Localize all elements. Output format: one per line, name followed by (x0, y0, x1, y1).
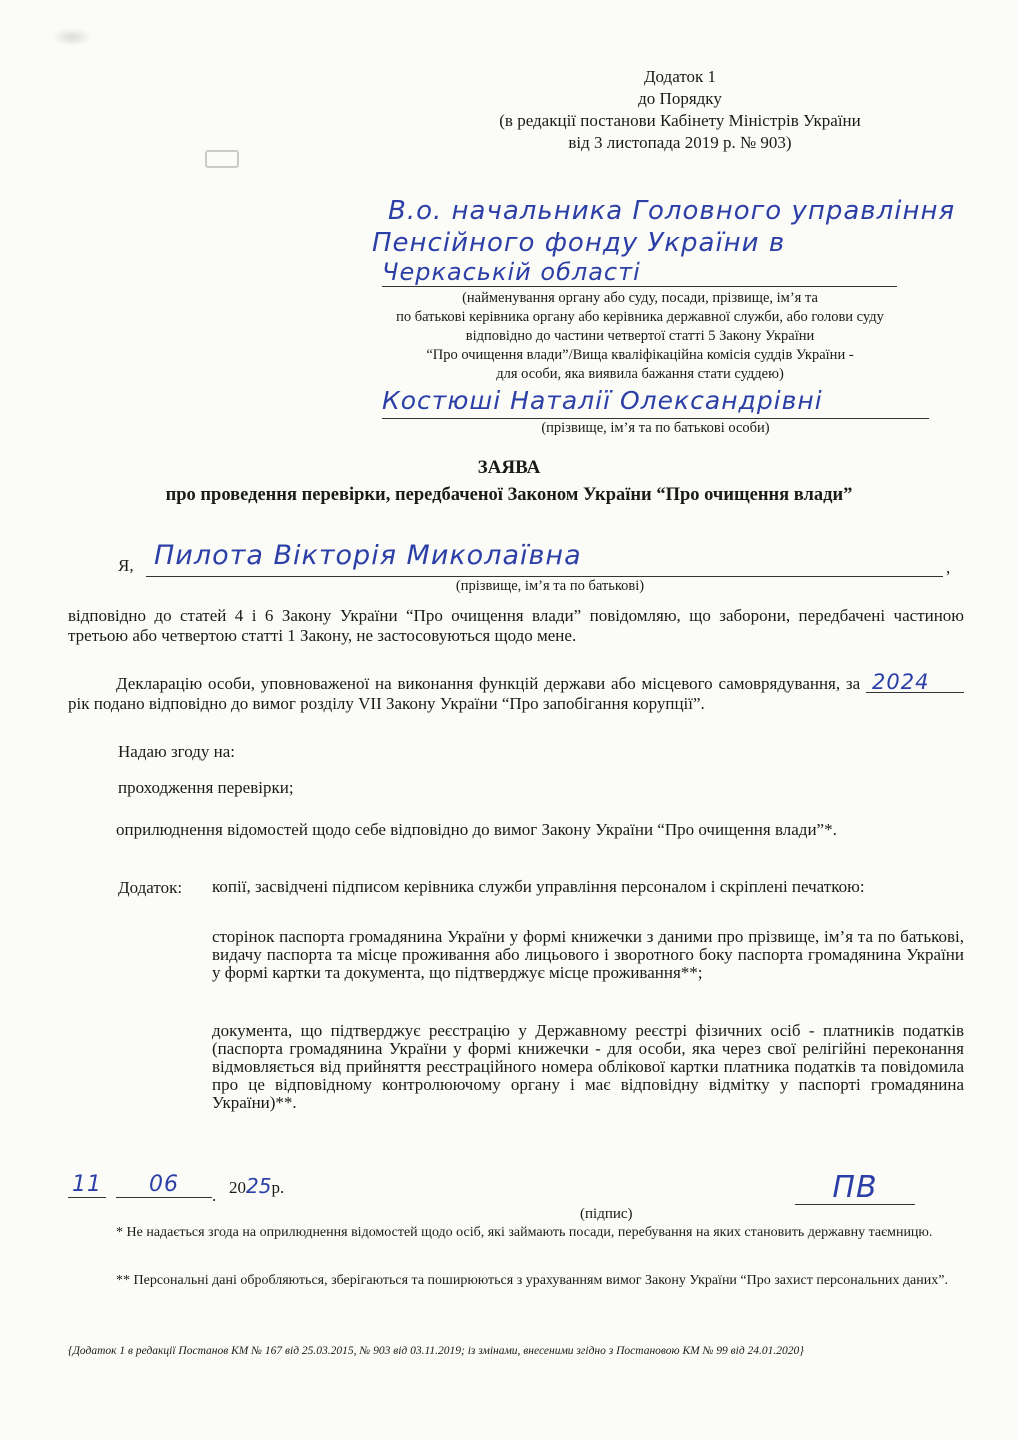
signature-caption: (підпис) (580, 1206, 633, 1222)
applicant-name-text: Пилота Вікторія Миколаївна (154, 540, 582, 571)
signature-field (795, 1170, 915, 1205)
date-day: 11 (68, 1172, 106, 1198)
attachment-p3: документа, що підтверджує реєстрацію у Державному реєстрі фізичних осіб - платників податків (паспорта громадянина України у формі книжечки - для особи, яка через свої релігійні переконання відмовляється від прийняття реєстраційного номера облікової картки платника податків та повідомила про це відповідному контролюючому органу і має відповідну відмітку у паспорті громадянина України)**. (212, 1021, 964, 1112)
date-year-prefix: 20 (229, 1178, 246, 1197)
attachment-label: Додаток: (118, 878, 183, 897)
recipient-caption-5: для особи, яка виявила бажання стати суддею) (496, 366, 784, 382)
recipient-caption (330, 289, 950, 384)
consent-item-1: проходження перевірки; (118, 778, 294, 797)
date-year-handwritten: 25 (246, 1174, 272, 1198)
recipient-caption-2: по батькові керівника органу або керівника державної служби, або голови суду (396, 309, 884, 325)
applicant-prefix: Я, (118, 556, 134, 575)
recipient-caption-1: (найменування органу або суду, посади, прізвище, ім’я та (462, 290, 818, 306)
applicant-caption: (прізвище, ім’я та по батькові) (455, 578, 645, 594)
recipient-hw3-text: Черкаській області (382, 258, 641, 286)
document-title: ЗАЯВА (477, 457, 541, 478)
date-year-suffix: р. (271, 1178, 285, 1197)
paragraph-prohibitions: відповідно до статей 4 і 6 Закону України “Про очищення влади” повідомляю, що заборони, передбачені частиною третьою або четвертою статті 1 Закону, не застосовуються щодо мене. (68, 606, 964, 645)
paragraph-declaration (68, 672, 964, 714)
attachment-p1: копії, засвідчені підписом керівника служби управління персоналом і скріплені печаткою: (212, 877, 865, 896)
recipient-caption-4: “Про очищення влади”/Вища кваліфікаційна комісія суддів України - (426, 347, 854, 363)
declaration-year: 2024 (866, 672, 964, 693)
scan-smudge (52, 28, 92, 46)
declaration-part-1: Декларацію особи, уповноваженої на виконання функцій держави або місцевого самоврядування, за (116, 674, 861, 693)
footnote-2: ** Персональні дані обробляються, зберігаються та поширюються з урахуванням вимог Закону України “Про захист персональних даних”. (116, 1273, 948, 1288)
date-month: 06 (116, 1172, 212, 1198)
document-subtitle: про проведення перевірки, передбаченої Законом України “Про очищення влади” (165, 485, 853, 505)
consent-item-2: оприлюднення відомостей щодо себе відповідно до вимог Закону України “Про очищення влади”*. (116, 820, 837, 839)
recipient-caption-3: відповідно до частини четвертої статті 5 Закону України (465, 328, 815, 344)
recipient-handwritten-line-3 (382, 258, 897, 287)
applicant-suffix: , (946, 558, 951, 577)
date-dot: . (212, 1186, 217, 1205)
edition-note: {Додаток 1 в редакції Постанов КМ № 167 від 25.03.2015, № 903 від 03.11.2019; із змінами, внесеними згідно з Постановою КМ № 99 від 24.01.2020} (68, 1345, 804, 1357)
declaration-part-2: рік подано відповідно до вимог розділу VII Закону України “Про запобігання корупції”. (68, 694, 705, 713)
signature-text: ПВ (832, 1170, 878, 1205)
person-hw-text: Костюші Наталії Олександрівні (382, 386, 823, 415)
person-handwritten (382, 386, 929, 419)
header-block (380, 66, 980, 154)
consent-heading: Надаю згоду на: (118, 742, 236, 761)
date-year (229, 1176, 284, 1198)
header-line-1: Додаток 1 (643, 67, 717, 86)
applicant-name-field (146, 540, 943, 577)
person-caption: (прізвище, ім’я та по батькові особи) (541, 420, 770, 436)
header-line-4: від 3 листопада 2019 р. № 903) (568, 133, 792, 152)
footnote-1: * Не надається згода на оприлюднення відомостей щодо осіб, які займають посади, перебування на яких становить державну таємницю. (116, 1225, 933, 1240)
header-line-2: до Порядку (638, 89, 722, 108)
recipient-handwritten-line-1: В.о. начальника Головного управління (388, 196, 956, 226)
attachment-p2: сторінок паспорта громадянина України у формі книжечки з даними про прізвище, ім’я та по батькові, видачу паспорта та місце проживання або лицьового і зворотного боку паспорта громадянина України у формі картки та документа, що підтверджує місце проживання**; (212, 927, 964, 982)
scan-mark (205, 150, 239, 168)
header-line-3: (в редакції постанови Кабінету Міністрів України (499, 111, 861, 130)
recipient-handwritten-line-2: Пенсійного фонду України в (372, 228, 786, 258)
